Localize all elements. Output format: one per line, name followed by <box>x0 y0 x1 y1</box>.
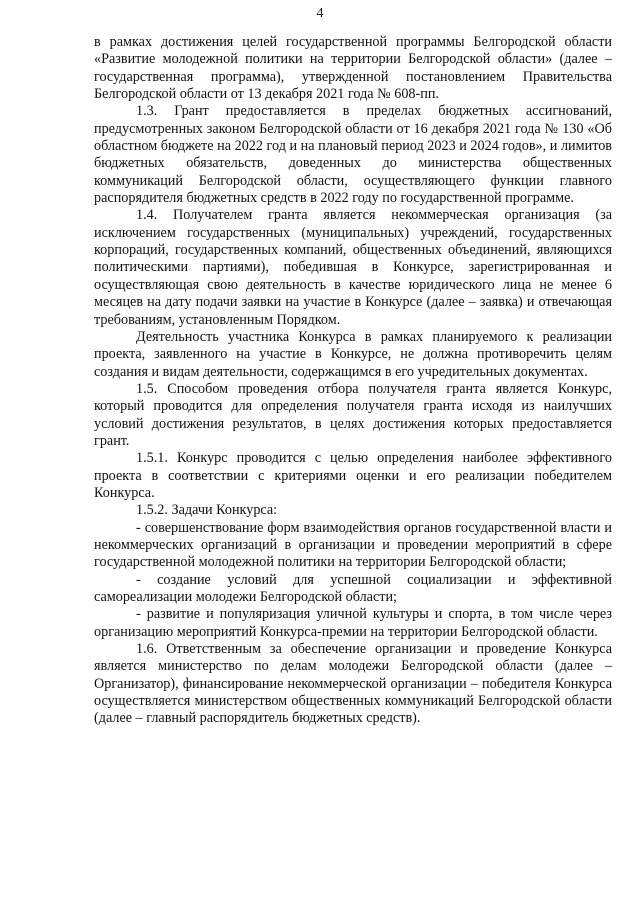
document-body <box>94 34 612 728</box>
paragraph-1-5-2-contest-tasks: 1.5.2. Задачи Конкурса: <box>136 502 278 519</box>
list-item-task-interaction: - совершенствование форм взаимодействия органов государственной власти и некоммерческих организаций в организации и проведении мероприятий в сфере государственной молодежной политики на территории Белгородской области; <box>94 519 612 571</box>
paragraph-1-3-grant-funding: 1.3. Грант предоставляется в пределах бюджетных ассигнований, предусмотренных законом Белгородской области от 16 декабря 2021 года № 130 «Об областном бюджете на 2022 год и на плановый период 2023 и 2024 годов», и лимитов бюджетных обязательств, доведенных до министерства общественных коммуникаций Белгородской области, осуществляющего функции главного распорядителя бюджетных средств в 2022 году по государственной программе. <box>94 103 612 207</box>
page-number: 4 <box>316 6 324 21</box>
paragraph-1-5-1-contest-purpose: 1.5.1. Конкурс проводится с целью определения наиболее эффективного проекта в соответствии с критериями оценки и его реализации победителем Конкурса. <box>94 450 612 501</box>
list-item-task-street-culture: - развитие и популяризация уличной культуры и спорта, в том числе через организацию мероприятий Конкурса-премии на территории Белгородской области. <box>94 606 612 640</box>
paragraph-1-6-responsible-body: 1.6. Ответственным за обеспечение организации и проведение Конкурса является министерство по делам молодежи Белгородской области (далее – Организатор), финансирование некоммерческой организации – победителя Конкурса осуществляется министерством общественных коммуникаций Белгородской области (далее – главный распорядитель бюджетных средств). <box>94 641 612 727</box>
paragraph-goals-continuation: в рамках достижения целей государственной программы Белгородской области «Развитие молодежной политики на территории Белгородской области» (далее – государственная программа), утвержденной постановлением Правительства Белгородской области от 13 декабря 2021 года № 608-пп. <box>94 34 612 103</box>
paragraph-1-4-grant-recipient: 1.4. Получателем гранта является некоммерческая организация (за исключением государственных (муниципальных) учреждений, государственных корпораций, государственных компаний, общественных объединений, являющихся политическими партиями), победившая в Конкурсе, зарегистрированная и осуществляющая свою деятельность в качестве юридического лица не менее 6 месяцев на дату подачи заявки на участие в Конкурсе (далее – заявка) и отвечающая требованиям, установленным Порядком. <box>94 207 612 328</box>
paragraph-1-5-selection-method: 1.5. Способом проведения отбора получателя гранта является Конкурс, который проводится для определения получателя гранта исходя из наилучших условий достижения результатов, в целях достижения которых предоставляется грант. <box>94 380 612 449</box>
paragraph-participant-activity: Деятельность участника Конкурса в рамках планируемого к реализации проекта, заявленного на участие в Конкурсе, не должна противоречить целям создания и видам деятельности, содержащимся в его учредительных документах. <box>94 328 612 380</box>
list-item-task-socialization: - создание условий для успешной социализации и эффективной самореализации молодежи Белгородской области; <box>94 571 612 605</box>
